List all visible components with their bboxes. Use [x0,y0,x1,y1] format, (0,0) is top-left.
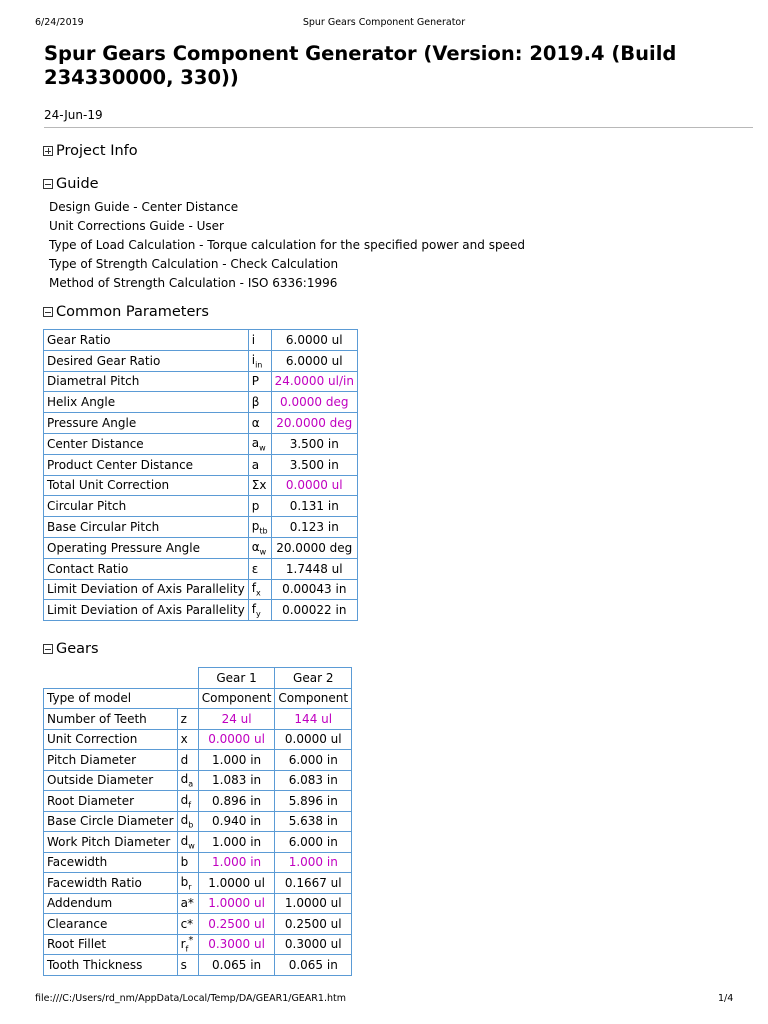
param-symbol [248,600,271,621]
symbol-base: α [251,416,260,431]
param-name: Product Center Distance [44,454,249,475]
param-symbol [177,709,198,730]
gear-1-value: 1.000 in [198,750,275,771]
param-name: Total Unit Correction [44,475,249,496]
param-name: Root Fillet [44,934,178,955]
gear-2-value: 6.083 in [275,770,352,791]
param-symbol [177,852,198,873]
symbol-base: i [251,332,256,347]
param-name: Clearance [44,914,178,935]
symbol-base: b [180,874,189,889]
gear-2-value: 0.1667 ul [275,873,352,894]
param-name: Root Diameter [44,791,178,812]
symbol-subscript: x [255,588,261,598]
param-symbol [248,433,271,454]
symbol-base: Σx [251,478,267,493]
guide-item: Type of Strength Calculation - Check Calculation [49,257,339,271]
table-row [44,709,352,730]
param-value: 20.0000 deg [271,413,357,434]
gear-1-value: Component [198,688,275,709]
page-title: Spur Gears Component Generator (Version: 2019.4 (Build 234330000, 330)) [44,42,677,89]
gear-2-value: 0.2500 ul [275,914,352,935]
param-name: Base Circular Pitch [44,517,249,538]
symbol-base: d [180,813,189,828]
column-header-gear-2: Gear 2 [275,668,352,689]
param-name: Center Distance [44,433,249,454]
param-symbol [177,770,198,791]
param-symbol [248,350,271,371]
table-row [44,330,358,351]
table-row [44,750,352,771]
section-title: Common Parameters [56,304,209,320]
table-row [44,811,352,832]
symbol-base: β [251,395,260,410]
guide-list [49,198,525,293]
symbol-base: d [180,772,189,787]
table-row [44,600,358,621]
symbol-base: f [251,602,256,617]
param-symbol [177,955,198,976]
section-title: Guide [56,176,99,192]
table-row [44,893,352,914]
param-name: Pressure Angle [44,413,249,434]
gear-2-value: 144 ul [275,709,352,730]
collapse-icon[interactable] [43,307,53,317]
param-symbol [248,475,271,496]
gear-2-value: 5.896 in [275,791,352,812]
symbol-base: p [251,518,260,533]
param-symbol [248,496,271,517]
table-row [44,832,352,853]
symbol-subscript: f [188,799,192,809]
symbol-subscript: r [188,881,192,891]
param-name: Addendum [44,893,178,914]
table-row [44,791,352,812]
param-symbol [248,558,271,579]
param-value: 6.0000 ul [271,330,357,351]
param-name: Number of Teeth [44,709,178,730]
table-row [44,852,352,873]
table-row [44,558,358,579]
param-name: Diametral Pitch [44,371,249,392]
param-value: 3.500 in [271,454,357,475]
param-name: Gear Ratio [44,330,249,351]
param-name: Desired Gear Ratio [44,350,249,371]
symbol-base: a* [180,896,194,911]
gear-1-value: 0.0000 ul [198,729,275,750]
param-value: 0.00022 in [271,600,357,621]
print-header-date: 6/24/2019 [35,17,84,28]
param-value: 0.123 in [271,517,357,538]
param-symbol [177,750,198,771]
symbol-subscript: y [255,609,261,619]
symbol-subscript: w [259,443,266,453]
gear-1-value: 0.940 in [198,811,275,832]
param-value: 3.500 in [271,433,357,454]
param-value: 0.0000 ul [271,475,357,496]
section-title: Gears [56,641,99,657]
param-value: 20.0000 deg [271,537,357,558]
param-value: 6.0000 ul [271,350,357,371]
symbol-base: d [180,752,189,767]
gears-table [43,667,352,976]
param-name: Work Pitch Diameter [44,832,178,853]
symbol-base: s [180,957,187,972]
symbol-base: p [251,499,260,514]
gear-1-value: 0.3000 ul [198,934,275,955]
param-symbol [177,729,198,750]
param-symbol [248,454,271,475]
table-header-row [44,668,352,689]
symbol-base: P [251,374,259,389]
table-row [44,688,352,709]
symbol-base: α [251,539,260,554]
symbol-base: d [180,792,189,807]
guide-item: Method of Strength Calculation - ISO 6336:1996 [49,276,338,290]
param-name: Tooth Thickness [44,955,178,976]
symbol-base: ε [251,561,259,576]
table-row [44,873,352,894]
divider [44,127,753,128]
param-name: Limit Deviation of Axis Parallelity [44,600,249,621]
param-value: 24.0000 ul/in [271,371,357,392]
symbol-base: d [180,833,189,848]
param-symbol [248,371,271,392]
gear-2-value: 1.000 in [275,852,352,873]
gear-1-value: 0.065 in [198,955,275,976]
param-name: Pitch Diameter [44,750,178,771]
print-footer-path: file:///C:/Users/rd_nm/AppData/Local/Temp/DA/GEAR1/GEAR1.htm [35,993,346,1004]
table-row [44,413,358,434]
param-name: Operating Pressure Angle [44,537,249,558]
symbol-subscript: f [185,944,189,954]
table-row [44,475,358,496]
symbol-base: x [180,732,188,747]
symbol-subscript: in [255,359,263,369]
symbol-base: r [180,937,186,952]
gear-2-value: Component [275,688,352,709]
param-name: Outside Diameter [44,770,178,791]
symbol-base: c* [180,916,194,931]
symbol-base: i [251,352,256,367]
section-title: Project Info [56,143,138,159]
report-date: 24-Jun-19 [44,108,103,122]
gear-2-value: 6.000 in [275,832,352,853]
gear-1-value: 0.2500 ul [198,914,275,935]
table-row [44,955,352,976]
gear-1-value: 24 ul [198,709,275,730]
symbol-subscript: w [188,840,195,850]
table-row [44,454,358,475]
gear-2-value: 5.638 in [275,811,352,832]
gear-1-value: 1.000 in [198,832,275,853]
param-name: Facewidth [44,852,178,873]
param-symbol [248,413,271,434]
print-footer-page: 1/4 [718,993,734,1004]
param-name: Circular Pitch [44,496,249,517]
param-value: 0.00043 in [271,579,357,600]
print-header-title: Spur Gears Component Generator [302,17,466,28]
gear-2-value: 6.000 in [275,750,352,771]
symbol-superscript: * [188,935,194,947]
guide-item: Type of Load Calculation - Torque calculation for the specified power and speed [49,238,525,252]
param-name: Facewidth Ratio [44,873,178,894]
symbol-subscript: tb [259,526,268,536]
table-row [44,496,358,517]
table-row [44,517,358,538]
param-symbol [177,832,198,853]
table-row [44,729,352,750]
param-symbol [248,537,271,558]
gear-1-value: 0.896 in [198,791,275,812]
table-row [44,371,358,392]
section-gears[interactable] [43,641,99,657]
param-name: Limit Deviation of Axis Parallelity [44,579,249,600]
param-value: 0.131 in [271,496,357,517]
param-name: Contact Ratio [44,558,249,579]
param-symbol [248,330,271,351]
gear-1-value: 1.000 in [198,852,275,873]
collapse-icon[interactable] [43,644,53,654]
section-project-info[interactable] [43,143,138,159]
symbol-base: a [251,457,260,472]
param-symbol [177,893,198,914]
symbol-base: a [251,435,260,450]
guide-item: Design Guide - Center Distance [49,200,239,214]
table-row [44,392,358,413]
param-symbol [177,791,198,812]
param-symbol [248,392,271,413]
param-value: 1.7448 ul [271,558,357,579]
param-name: Base Circle Diameter [44,811,178,832]
table-row [44,537,358,558]
column-header-gear-1: Gear 1 [198,668,275,689]
section-common-parameters[interactable] [43,304,209,320]
param-symbol [248,579,271,600]
param-name: Helix Angle [44,392,249,413]
collapse-icon[interactable] [43,179,53,189]
gear-2-value: 0.3000 ul [275,934,352,955]
table-row [44,914,352,935]
symbol-base: z [180,711,187,726]
symbol-subscript: w [259,547,267,557]
expand-icon[interactable] [43,146,53,156]
symbol-base: b [180,855,189,870]
gear-1-value: 1.0000 ul [198,893,275,914]
table-row [44,579,358,600]
param-value: 0.0000 deg [271,392,357,413]
param-symbol [248,517,271,538]
table-row [44,770,352,791]
section-guide[interactable] [43,176,99,192]
common-parameters-table [43,329,358,621]
symbol-subscript: b [188,820,194,830]
table-row [44,350,358,371]
gear-2-value: 0.0000 ul [275,729,352,750]
param-symbol [177,811,198,832]
gear-2-value: 1.0000 ul [275,893,352,914]
param-symbol [177,934,198,955]
guide-item: Unit Corrections Guide - User [49,219,224,233]
param-name: Unit Correction [44,729,178,750]
symbol-base: f [251,581,256,596]
table-row [44,433,358,454]
param-symbol [177,873,198,894]
gear-1-value: 1.083 in [198,770,275,791]
symbol-subscript: a [188,779,194,789]
gear-2-value: 0.065 in [275,955,352,976]
param-name: Type of model [44,688,199,709]
table-row [44,934,352,955]
param-symbol [177,914,198,935]
header-spacer [44,668,199,689]
gear-1-value: 1.0000 ul [198,873,275,894]
